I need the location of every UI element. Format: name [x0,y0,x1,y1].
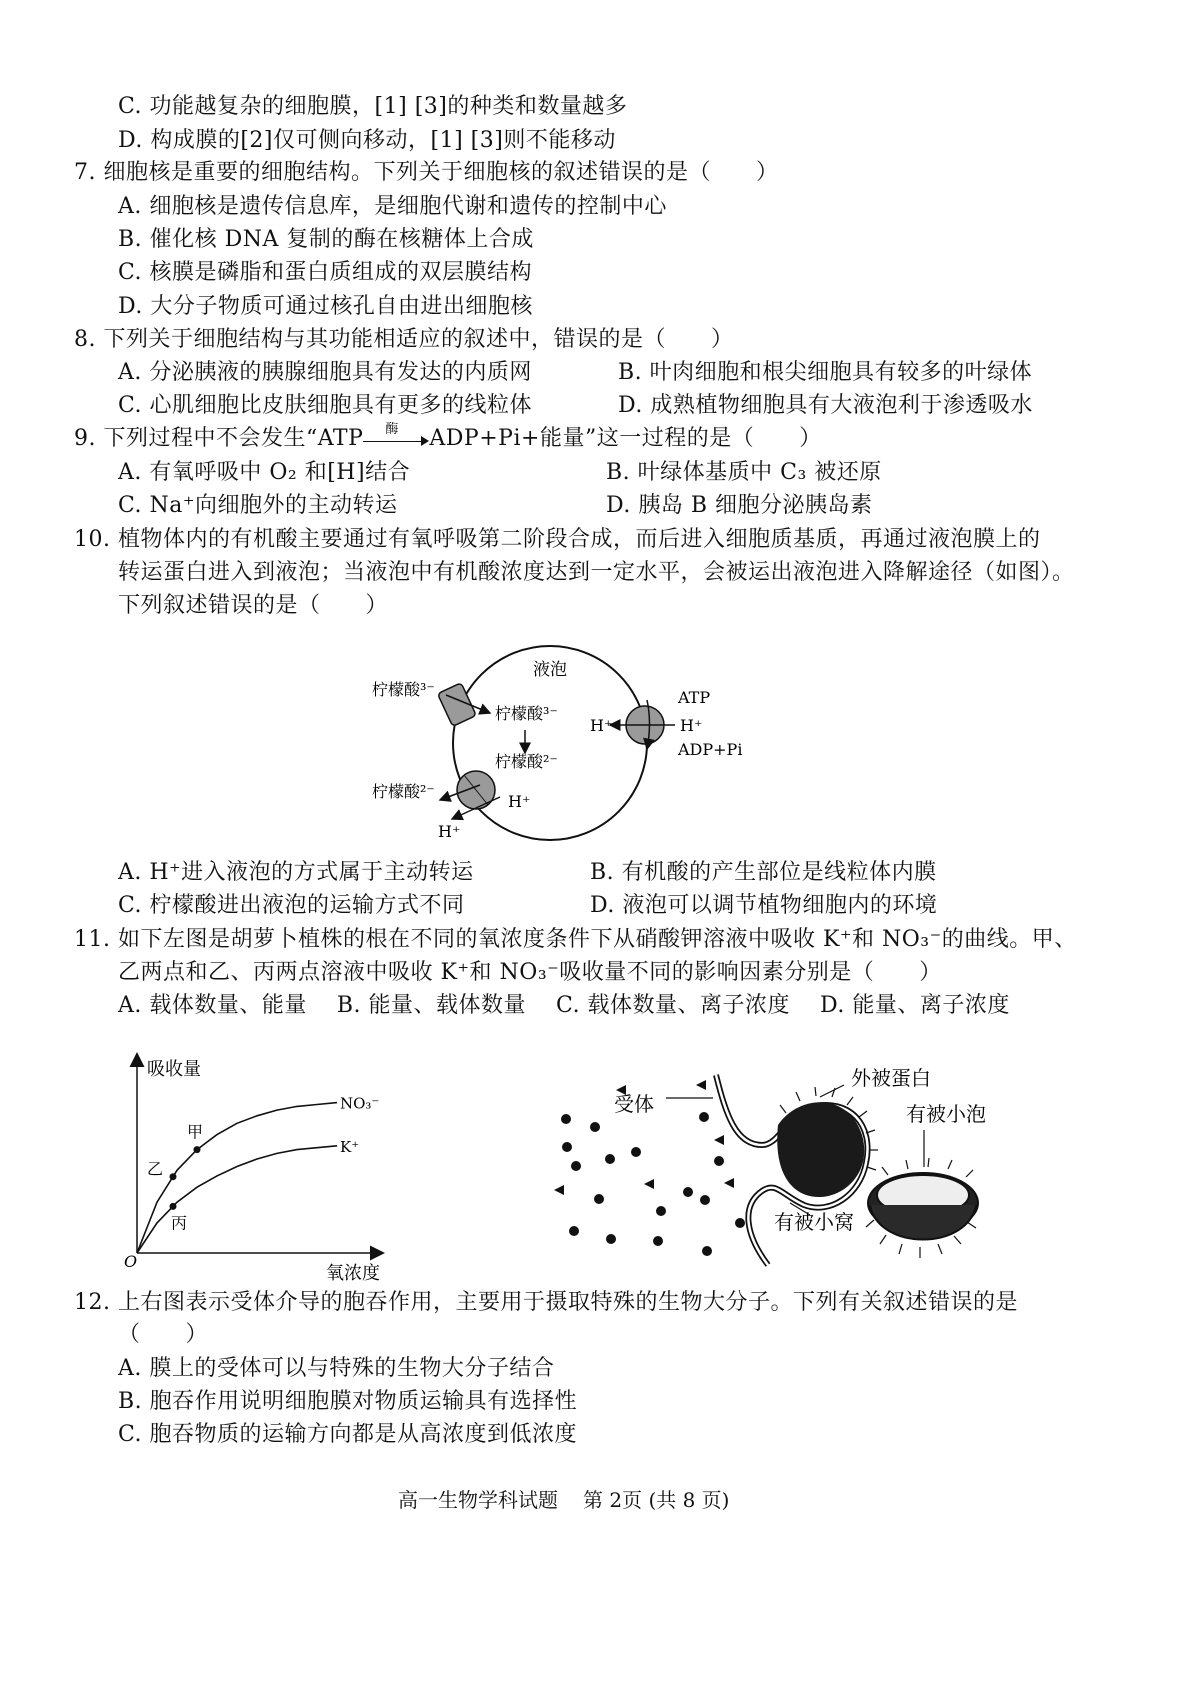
citrate3-in-label: 柠檬酸³⁻ [495,704,558,723]
q9-stem-pre: 9. 下列过程中不会发生“ATP [74,426,364,451]
q6-option-d: D. 构成膜的[2]仅可侧向移动，[1] [3]则不能移动 [118,128,616,153]
series-line-0 [137,1103,337,1253]
vacuole-label: 液泡 [533,660,567,680]
q7-stem: 7. 细胞核是重要的细胞结构。下列关于细胞核的叙述错误的是（ ） [74,160,779,185]
q8-option-a: A. 分泌胰液的胰腺细胞具有发达的内质网 [118,360,532,385]
q12-option-a: A. 膜上的受体可以与特殊的生物大分子结合 [118,1356,555,1381]
q7-option-c: C. 核膜是磷脂和蛋白质组成的双层膜结构 [118,260,533,285]
series-label-1: K⁺ [340,1137,360,1156]
q10-option-c: C. 柠檬酸进出液泡的运输方式不同 [118,893,465,918]
coated-vesicle [868,1173,978,1240]
h-bottom-label: H⁺ [438,822,461,841]
coated-pit [777,1102,864,1197]
origin-label: O [124,1252,138,1271]
endocytosis-figure [548,1055,1008,1270]
q7-option-d: D. 大分子物质可通过核孔自由进出细胞核 [118,294,533,319]
h-channel-label: H⁺ [508,792,531,811]
q8-option-d: D. 成熟植物细胞具有大液泡利于渗透吸水 [618,393,1033,418]
q9-option-a: A. 有氧呼吸中 O₂ 和[H]结合 [118,460,411,485]
x-axis-label: 氧浓度 [326,1263,380,1284]
vacuole-diagram [360,635,780,855]
q6-option-c: C. 功能越复杂的细胞膜，[1] [3]的种类和数量越多 [118,94,628,119]
q10-stem-line1: 10. 植物体内的有机酸主要通过有氧呼吸第二阶段合成，而后进入细胞质基质，再通过液泡膜上的 [74,527,1041,552]
q10-option-d: D. 液泡可以调节植物细胞内的环境 [590,893,938,918]
adp-label: ADP+Pi [678,740,743,759]
q8-stem: 8. 下列关于细胞结构与其功能相适应的叙述中，错误的是（ ） [74,327,734,352]
q10-stem-line3: 下列叙述错误的是（ ） [118,593,389,618]
absorption-chart [120,1045,400,1285]
citrate2-out-label: 柠檬酸²⁻ [372,782,435,801]
q9-option-c: C. Na⁺向细胞外的主动转运 [118,493,398,518]
series-label-0: NO₃⁻ [340,1094,380,1113]
q12-stem-line1: 12. 上右图表示受体介导的胞吞作用，主要用于摄取特殊的生物大分子。下列有关叙述错误的是 [74,1290,1018,1315]
coated-vesicle-label: 有被小泡 [906,1102,986,1126]
chart-point-1 [170,1173,177,1180]
chart-point-2 [170,1203,177,1210]
series-line-1 [137,1146,337,1253]
q10-option-b: B. 有机酸的产生部位是线粒体内膜 [590,860,937,885]
footer-page-number: 第 2页 (共 8 页) [583,1488,730,1512]
q9-option-b: B. 叶绿体基质中 C₃ 被还原 [606,460,882,485]
q10-option-a: A. H⁺进入液泡的方式属于主动转运 [118,860,474,885]
q9-stem [74,424,822,454]
q8-option-b: B. 叶肉细胞和根尖细胞具有较多的叶绿体 [618,360,1033,385]
q10-stem-line2: 转运蛋白进入到液泡；当液泡中有机酸浓度达到一定水平，会被运出液泡进入降解途径（如图）。 [118,560,1075,585]
q7-option-b: B. 催化核 DNA 复制的酶在核糖体上合成 [118,227,534,252]
q9-stem-post: ADP+Pi+能量”这一过程的是（ ） [429,426,822,451]
chart-point-label-0: 甲 [187,1122,204,1142]
q11-stem-line1: 11. 如下左图是胡萝卜植株的根在不同的氧浓度条件下从硝酸钾溶液中吸收 K⁺和 NO₃⁻的曲线。甲、 [74,927,1077,952]
q12-option-b: B. 胞吞作用说明细胞膜对物质运输具有选择性 [118,1389,578,1414]
citrate3-out-label: 柠檬酸³⁻ [372,680,435,699]
y-axis-label: 吸收量 [147,1059,201,1080]
coat-protein-label: 外被蛋白 [851,1066,931,1090]
chart-point-0 [194,1146,201,1153]
atp-label: ATP [678,688,711,707]
q11-stem-line2: 乙两点和乙、丙两点溶液中吸收 K⁺和 NO₃⁻吸收量不同的影响因素分别是（ ） [118,960,942,985]
q12-stem-line2: （ ） [118,1322,209,1347]
citrate2-in-label: 柠檬酸²⁻ [495,752,558,771]
h-left-label: H⁺ [590,716,613,735]
q9-option-d: D. 胰岛 B 细胞分泌胰岛素 [606,493,873,518]
footer-subject: 高一生物学科试题 [398,1488,558,1512]
receptor-label: 受体 [614,1092,654,1116]
enzyme-arrow [363,422,429,449]
chart-point-label-2: 丙 [171,1213,188,1233]
q7-option-a: A. 细胞核是遗传信息库，是细胞代谢和遗传的控制中心 [118,194,667,219]
q12-option-c: C. 胞吞物质的运输方向都是从高浓度到低浓度 [118,1422,578,1447]
h-right-label: H⁺ [680,716,703,735]
chart-point-label-1: 乙 [147,1159,164,1179]
coated-pit-label: 有被小窝 [774,1210,854,1234]
enzyme-label: 酶 [385,422,399,437]
q11-options: A. 载体数量、能量 B. 能量、载体数量 C. 载体数量、离子浓度 D. 能量、离子浓度 [118,993,1010,1018]
q8-option-c: C. 心肌细胞比皮肤细胞具有更多的线粒体 [118,393,533,418]
